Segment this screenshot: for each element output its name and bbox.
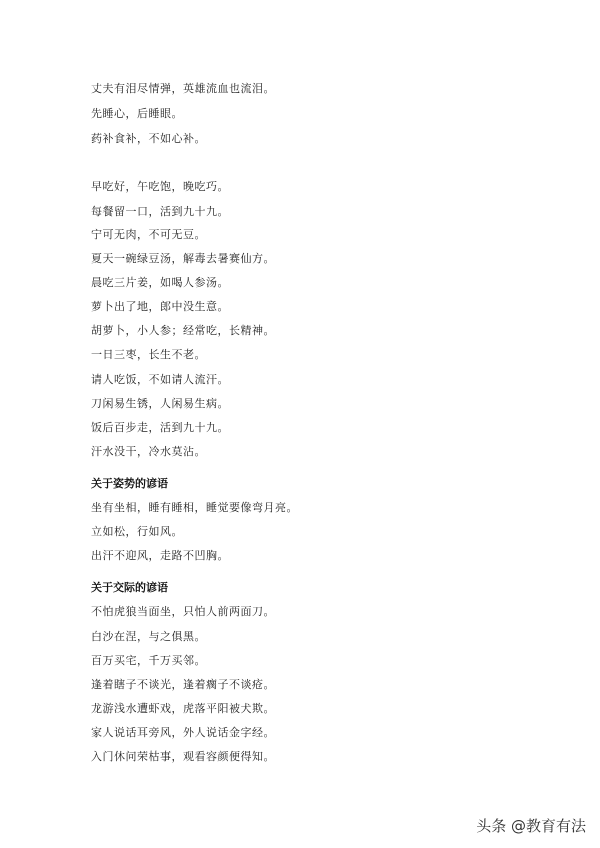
proverb-line: 出汗不迎风，走路不凹胸。: [91, 549, 229, 562]
proverb-line: 饭后百步走，活到九十九。: [91, 421, 229, 434]
proverb-line: 夏天一碗绿豆汤，解毒去暑赛仙方。: [91, 252, 275, 265]
proverb-line: 宁可无肉，不可无豆。: [91, 228, 206, 241]
proverb-line: 萝卜出了地，郎中没生意。: [91, 300, 229, 313]
proverb-line: 早吃好，午吃饱，晚吃巧。: [91, 180, 229, 193]
proverb-line: 入门休问荣枯事，观看容颜便得知。: [91, 750, 275, 763]
proverb-line: 汗水没干，冷水莫沾。: [91, 445, 206, 458]
watermark: 头条 @教育有法: [476, 817, 586, 835]
proverb-line: 刀闲易生锈，人闲易生病。: [91, 397, 229, 410]
proverb-line: 丈夫有泪尽情弹，英雄流血也流泪。: [91, 82, 275, 95]
proverb-line: 龙游浅水遭虾戏，虎落平阳被犬欺。: [91, 702, 275, 715]
proverb-line: 药补食补，不如心补。: [91, 132, 206, 145]
proverb-line: 立如松，行如风。: [91, 525, 183, 538]
section-heading-posture: 关于姿势的谚语: [91, 477, 168, 490]
proverb-line: 一日三枣，长生不老。: [91, 348, 206, 361]
proverb-line: 胡萝卜，小人参；经常吃，长精神。: [91, 324, 275, 337]
proverb-line: 逢着瞎子不谈光，逢着瘸子不谈疮。: [91, 678, 275, 691]
proverb-line: 请人吃饭，不如请人流汗。: [91, 373, 229, 386]
proverb-line: 晨吃三片姜，如喝人参汤。: [91, 276, 229, 289]
proverb-line: 坐有坐相，睡有睡相，睡觉要像弯月亮。: [91, 501, 298, 514]
section-heading-social: 关于交际的谚语: [91, 581, 168, 594]
proverb-line: 每餐留一口，活到九十九。: [91, 205, 229, 218]
proverb-line: 不怕虎狼当面坐，只怕人前两面刀。: [91, 605, 275, 618]
proverb-line: 家人说话耳旁风，外人说话金字经。: [91, 726, 275, 739]
proverb-line: 先睡心，后睡眼。: [91, 107, 183, 120]
proverb-line: 百万买宅，千万买邻。: [91, 654, 206, 667]
proverb-line: 白沙在涅，与之俱黑。: [91, 630, 206, 643]
